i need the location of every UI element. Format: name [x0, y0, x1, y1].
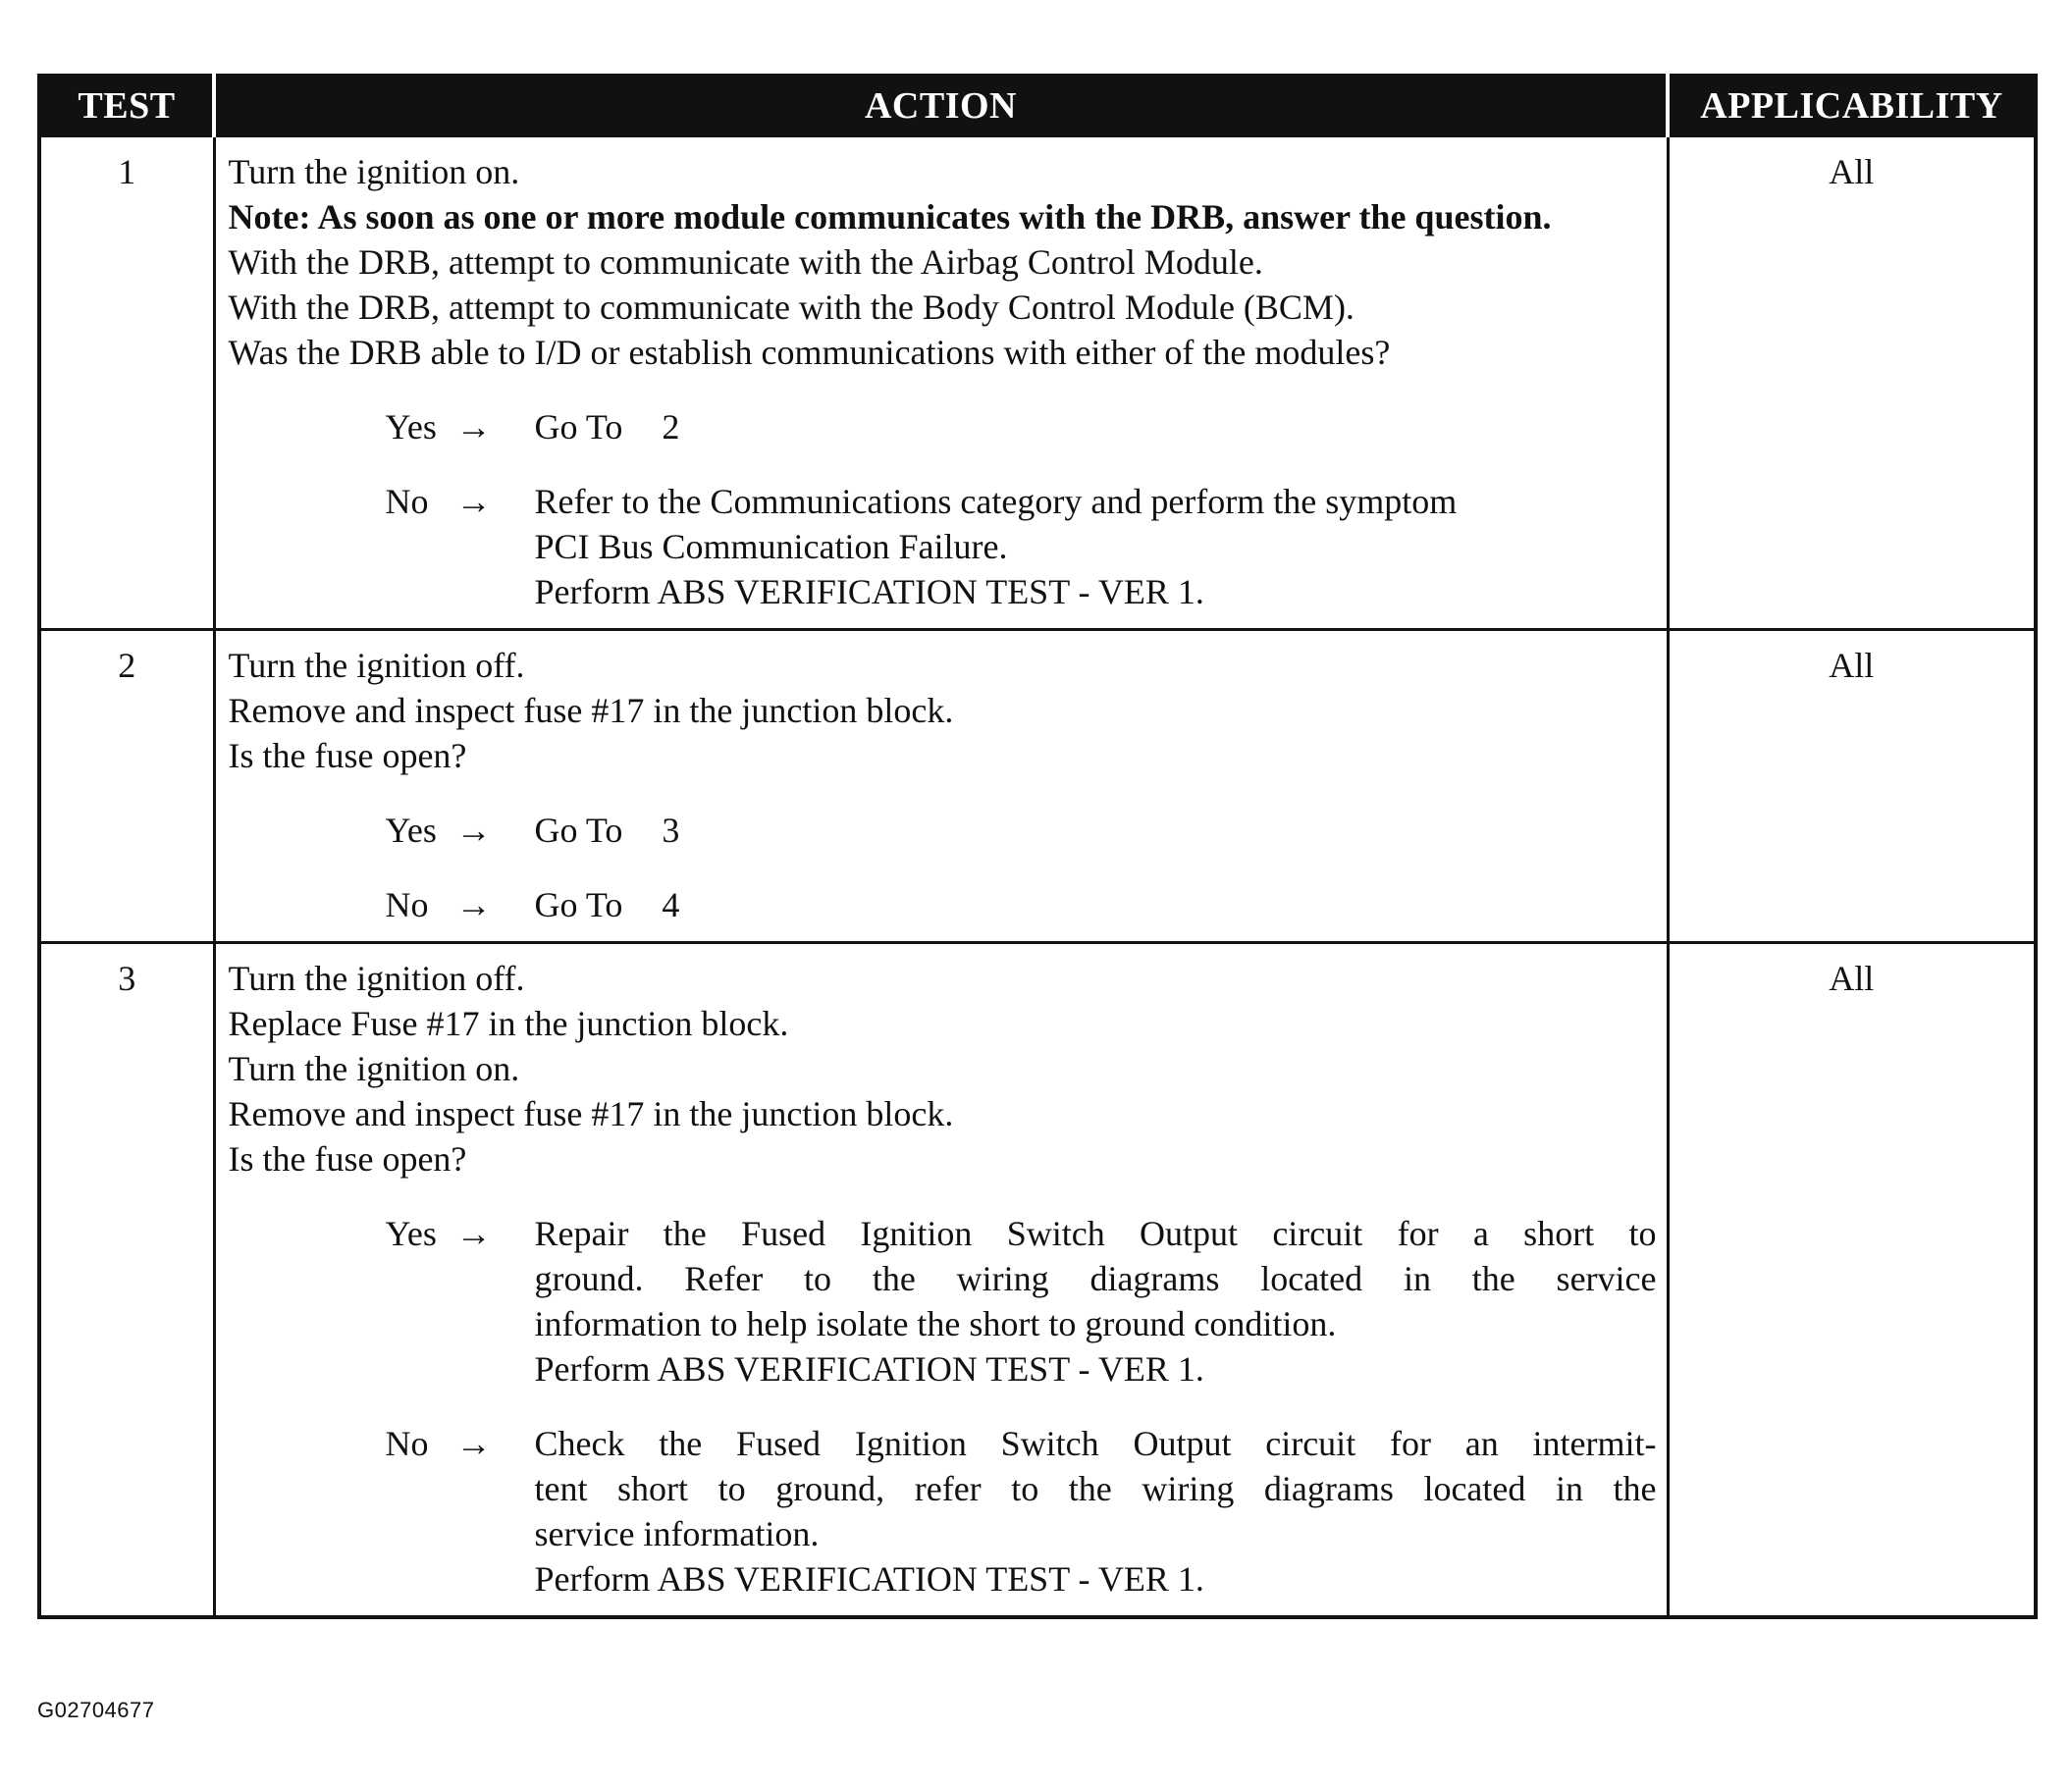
diagnostic-test-table	[37, 74, 2038, 1619]
action-cell	[214, 943, 1668, 1618]
table-row-test-3	[39, 943, 2036, 1618]
table-row-test-1	[39, 136, 2036, 630]
applicability-value: All	[1668, 630, 2036, 943]
result-line: ground. Refer to the wiring diagrams located in the service	[534, 1259, 1657, 1298]
action-line: Turn the ignition on.	[228, 152, 520, 191]
outcome-yes	[229, 1211, 1657, 1392]
result-line: service information.	[534, 1514, 820, 1553]
result-line: Perform ABS VERIFICATION TEST - VER 1.	[534, 1559, 1204, 1599]
arrow-icon: →	[455, 811, 492, 850]
action-line: Turn the ignition on.	[228, 1049, 520, 1088]
header-applicability: APPLICABILITY	[1668, 76, 2036, 136]
goto-label: Go To	[534, 407, 623, 446]
result-line: PCI Bus Communication Failure.	[534, 527, 1008, 566]
arrow-icon: →	[455, 482, 492, 521]
outcome-result	[535, 479, 1657, 614]
goto-label: Go To	[534, 885, 623, 924]
action-cell	[214, 630, 1668, 943]
outcome-yes	[229, 404, 1657, 449]
action-line: Remove and inspect fuse #17 in the junction block.	[228, 691, 954, 730]
outcome-no	[229, 882, 1657, 927]
result-line: Perform ABS VERIFICATION TEST - VER 1.	[534, 572, 1204, 611]
header-test: TEST	[39, 76, 214, 136]
result-line: Perform ABS VERIFICATION TEST - VER 1.	[534, 1349, 1204, 1389]
action-line: With the DRB, attempt to communicate with the Airbag Control Module.	[228, 242, 1263, 282]
action-line: Turn the ignition off.	[228, 646, 525, 685]
goto-target: 2	[662, 407, 680, 446]
table-header-row	[39, 76, 2036, 136]
action-line: Remove and inspect fuse #17 in the junction block.	[228, 1094, 954, 1133]
result-line: Check the Fused Ignition Switch Output circuit for an intermit-	[534, 1424, 1657, 1463]
test-number: 2	[39, 630, 214, 943]
answer-label: No	[385, 1424, 429, 1463]
test-number: 1	[39, 136, 214, 630]
test-number: 3	[39, 943, 214, 1618]
action-line: Turn the ignition off.	[228, 959, 525, 998]
result-line: information to help isolate the short to ground condition.	[534, 1304, 1337, 1343]
result-line: Repair the Fused Ignition Switch Output circuit for a short to	[534, 1214, 1657, 1253]
action-line: Replace Fuse #17 in the junction block.	[228, 1004, 789, 1043]
table-row-test-2	[39, 630, 2036, 943]
answer-label: Yes	[385, 811, 437, 850]
answer-label: Yes	[385, 407, 437, 446]
goto-target: 3	[662, 811, 680, 850]
figure-id: G02704677	[37, 1698, 155, 1722]
action-note: Note: As soon as one or more module communicates with the DRB, answer the question.	[228, 197, 1552, 236]
action-question: Is the fuse open?	[228, 1139, 467, 1179]
action-question: Was the DRB able to I/D or establish communications with either of the modules?	[228, 333, 1391, 372]
goto-label: Go To	[534, 811, 623, 850]
applicability-value: All	[1668, 136, 2036, 630]
result-line: tent short to ground, refer to the wiring diagrams located in the	[534, 1469, 1657, 1508]
goto-result	[535, 882, 1657, 927]
arrow-icon: →	[455, 885, 492, 924]
outcome-no	[229, 479, 1657, 614]
outcome-no	[229, 1421, 1657, 1602]
goto-result	[535, 404, 1657, 449]
action-cell	[214, 136, 1668, 630]
action-line: With the DRB, attempt to communicate with the Body Control Module (BCM).	[228, 288, 1355, 327]
goto-target: 4	[662, 885, 680, 924]
goto-result	[535, 808, 1657, 853]
action-question: Is the fuse open?	[228, 736, 467, 775]
arrow-icon: →	[455, 407, 492, 446]
answer-label: No	[385, 482, 429, 521]
outcome-yes	[229, 808, 1657, 853]
outcome-result	[535, 1211, 1657, 1392]
arrow-icon: →	[455, 1424, 492, 1463]
result-line: Refer to the Communications category and perform the symptom	[534, 482, 1458, 521]
applicability-value: All	[1668, 943, 2036, 1618]
outcome-result	[535, 1421, 1657, 1602]
answer-label: No	[385, 885, 429, 924]
header-action: ACTION	[214, 76, 1668, 136]
arrow-icon: →	[455, 1214, 492, 1253]
answer-label: Yes	[385, 1214, 437, 1253]
